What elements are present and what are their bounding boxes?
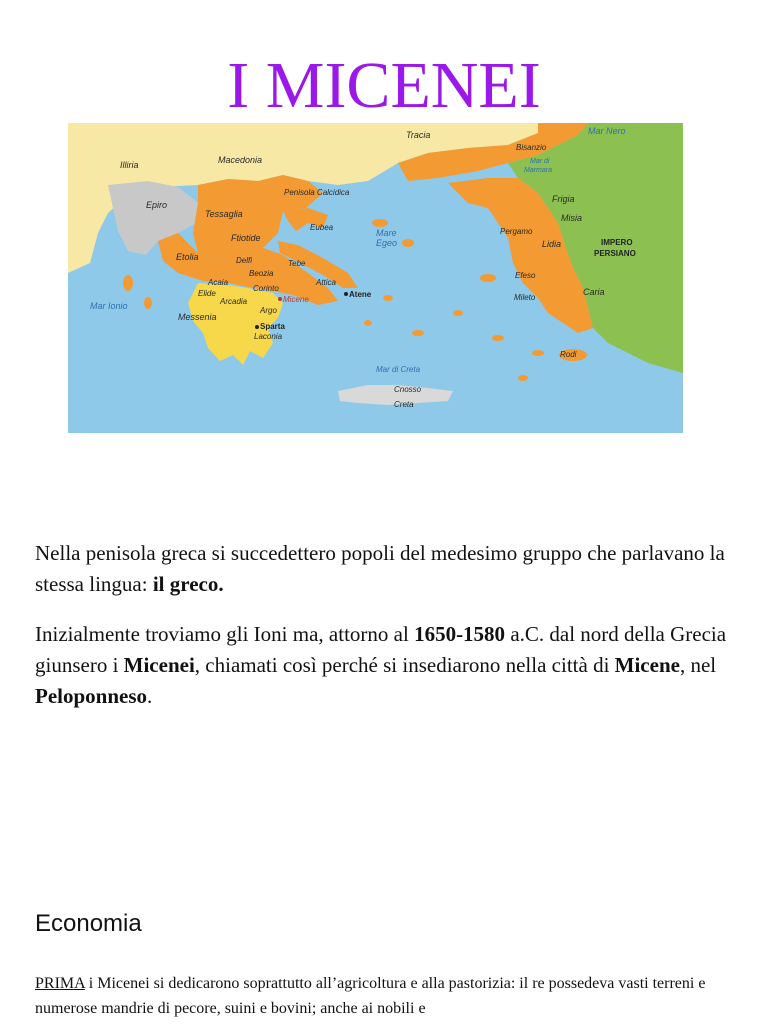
page-title: I MICENEI: [227, 49, 541, 122]
map-label-creta: Creta: [394, 400, 414, 409]
map-label-misia: Misia: [561, 213, 583, 223]
map-label-mare-egeo-2: Egeo: [376, 238, 398, 248]
map-label-tessaglia: Tessaglia: [205, 209, 243, 219]
map-label-frigia: Frigia: [552, 194, 575, 204]
history-bold-micene: Micene: [614, 653, 680, 677]
map-label-mar-ionio: Mar Ionio: [90, 301, 128, 311]
map-label-mileto: Mileto: [514, 293, 536, 302]
map-label-etolia: Etolia: [176, 252, 199, 262]
history-text-5: .: [147, 684, 153, 708]
map-label-bisanzio: Bisanzio: [516, 143, 547, 152]
intro-bold: il greco.: [152, 572, 224, 596]
history-text-2: a.C. dal nord della Grecia giunsero i: [35, 622, 727, 677]
map-label-epiro: Epiro: [146, 200, 168, 210]
history-text-3: , chiamati così perché si insediarono nella città di: [194, 653, 615, 677]
history-bold-peloponneso: Peloponneso: [35, 684, 148, 708]
map-label-mar-nero: Mar Nero: [588, 126, 626, 136]
map-label-macedonia: Macedonia: [218, 155, 263, 165]
map-label-eubea: Eubea: [310, 223, 334, 232]
map-label-ftiotide: Ftiotide: [231, 233, 261, 243]
map-label-persiano: PERSIANO: [594, 249, 636, 258]
intro-paragraph: [35, 538, 745, 600]
map-label-laconia: Laconia: [254, 332, 283, 341]
greece-map: [68, 123, 683, 433]
map-label-beozia: Beozia: [249, 269, 274, 278]
map-label-messenia: Messenia: [178, 312, 217, 322]
history-text-4: , nel: [679, 653, 717, 677]
map-label-tebe: Tebe: [288, 259, 306, 268]
history-paragraph: [35, 619, 745, 712]
map-label-mar-marmara: Mar di: [530, 158, 550, 165]
map-label-elide: Elide: [198, 289, 216, 298]
map-label-delfi: Delfi: [236, 256, 253, 265]
map-label-mare-egeo-1: Mare: [376, 228, 397, 238]
economy-paragraph: [35, 971, 750, 1021]
map-label-atene: Atene: [349, 290, 372, 299]
map-label-caria: Caria: [583, 287, 605, 297]
history-bold-dates: 1650-1580: [414, 622, 506, 646]
map-label-illiria: Illiria: [120, 160, 139, 170]
economy-text: i Micenei si dedicarono soprattutto all’agricoltura e alla pastorizia: il re possedeva vasti terreni e numerose mandrie di pecore, suini e bovini; anche ai nobili e: [35, 975, 706, 1017]
map-label-acaia: Acaia: [208, 278, 229, 287]
map-label-cnosso: Cnosso: [394, 385, 422, 394]
map-label-attica: Attica: [316, 278, 337, 287]
map-label-impero: IMPERO: [601, 238, 633, 247]
map-label-lidia: Lidia: [542, 239, 562, 249]
map-label-pergamo: Pergamo: [500, 227, 533, 236]
map-label-mar-marmara-2: Marmara: [524, 167, 553, 174]
map-label-sparta: Sparta: [260, 322, 285, 331]
section-heading-economia: Economia: [35, 910, 142, 937]
history-bold-micenei: Micenei: [123, 653, 195, 677]
intro-text: Nella penisola greca si succedettero popoli del medesimo gruppo che parlavano la stessa lingua:: [35, 541, 725, 596]
map-label-rodi: Rodi: [560, 350, 577, 359]
map-label-tracia: Tracia: [406, 130, 431, 140]
map-label-arcadia: Arcadia: [220, 297, 248, 306]
map-label-corinto: Corinto: [253, 284, 279, 293]
map-image: [68, 123, 683, 433]
map-label-efeso: Efeso: [515, 271, 536, 280]
map-label-penisola: Penisola Calcidica: [284, 188, 350, 197]
history-text-1: Inizialmente troviamo gli Ioni ma, attorno al: [35, 622, 415, 646]
map-label-argo: Argo: [260, 306, 277, 315]
map-label-micene: Micene: [283, 295, 309, 304]
economy-underlined: PRIMA: [35, 975, 85, 992]
map-label-mar-creta: Mar di Creta: [376, 365, 421, 374]
